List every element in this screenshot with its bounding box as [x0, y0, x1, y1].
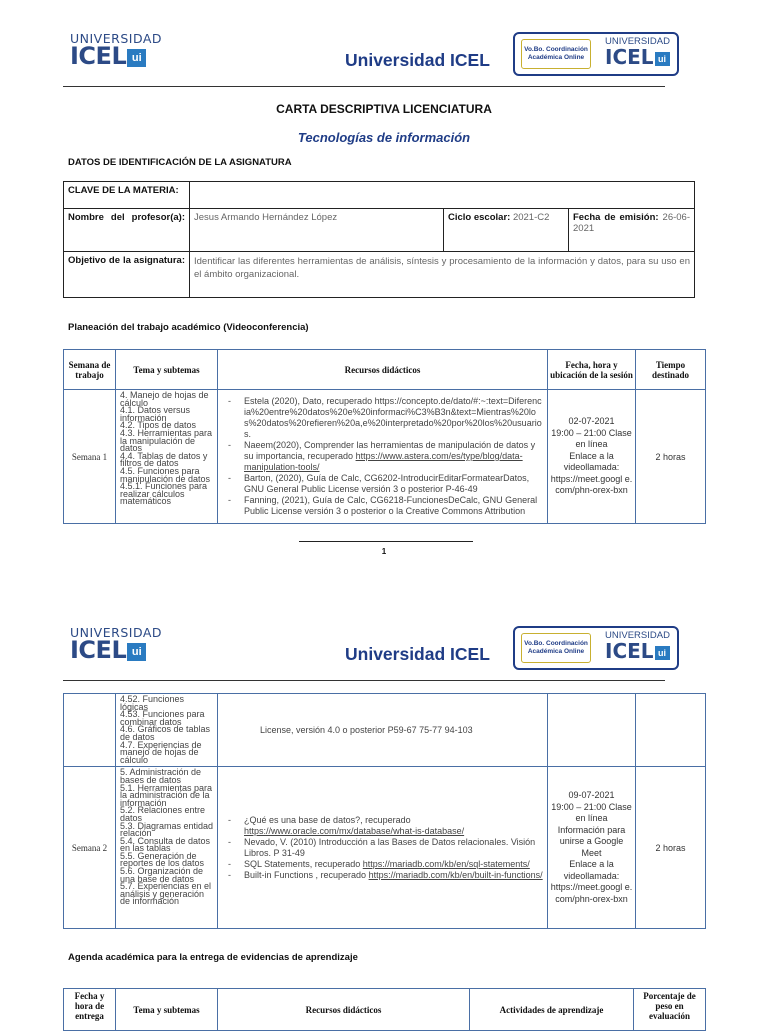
resource-link[interactable]: https://www.astera.com/es/type/blog/data-manipulation-tools/ [244, 451, 523, 472]
col-recursos: Recursos didácticos [218, 989, 470, 1031]
list-item: - SQL Statements, recuperado https://mariadb.com/kb/en/sql-statements/ [222, 859, 543, 870]
header-title: Universidad ICEL [345, 644, 490, 664]
time-cell: 2 horas [636, 390, 706, 524]
col-tema: Tema y subtemas [116, 350, 218, 390]
university-logo: UNIVERSIDAD ICEL ui [70, 625, 163, 664]
plan-table-page1 [63, 349, 706, 524]
topics-cell [116, 694, 218, 767]
list-item: 4.7. Experiencias de manejo de hojas de cálculo [120, 739, 202, 765]
col-tema: Tema y subtemas [116, 989, 218, 1031]
plan-table-page2 [63, 693, 706, 929]
resources-cell: License, versión 4.0 o posterior P59-67 75-77 94-103 [218, 694, 548, 767]
col-fecha: Fecha, hora y ubicación de la sesión [548, 350, 636, 390]
list-item: - ¿Qué es una base de datos?, recuperado https://www.oracle.com/mx/database/what-is-database/ [222, 815, 543, 837]
list-item: 5.2. Relaciones entre datos [120, 805, 206, 823]
list-item: - Fanning, (2021), Guía de Calc, CG6218-FuncionesDeCalc, GNU General Public License versión 3 o posterior o la Creative Commons Attribution [222, 495, 543, 517]
resource-link[interactable]: https://mariadb.com/kb/en/built-in-functions/ [368, 869, 543, 880]
table-row-week1 [64, 390, 706, 524]
list-item: 4. Manejo de hojas de cálculo [120, 390, 209, 408]
identification-table [63, 181, 695, 298]
profesor-value: Jesus Armando Hernández López [190, 209, 444, 252]
subject-title: Tecnologías de información [297, 130, 471, 145]
footer-rule [299, 541, 473, 542]
vobo-stamp: Vo.Bo. Coordinación Académica Online UNIVERSIDAD ICEL ui [513, 626, 679, 670]
time-cell: 2 horas [636, 767, 706, 929]
header-rule [63, 680, 665, 681]
col-recursos: Recursos didácticos [218, 350, 548, 390]
clave-value [190, 182, 695, 209]
id-section-heading: DATOS DE IDENTIFICACIÓN DE LA ASIGNATURA [68, 157, 292, 168]
university-logo: UNIVERSIDAD ICEL ui [70, 31, 163, 70]
list-item: 4.53. Funciones para combinar datos [120, 709, 205, 727]
objetivo-value: Identificar las diferentes herramientas de análisis, síntesis y procesamiento de la información y datos, para su uso en el ámbito organizacional. [190, 252, 695, 298]
list-item: 5.6. Organización de una base de datos [120, 866, 204, 884]
col-porcentaje: Porcentaje de peso en evaluación [634, 989, 706, 1031]
list-item: 5.3. Diagramas entidad relación [120, 820, 214, 839]
resource-link[interactable]: https://www.oracle.com/mx/database/what-is-database/ [244, 825, 465, 836]
week-label: Semana 1 [64, 390, 116, 524]
session-cell: 02-07-2021 19:00 – 21:00 Clase en línea Enlace a la videollamada: https://meet.googl e.com/phn-orex-bxn [548, 390, 636, 524]
vobo-stamp: Vo.Bo. Coordinación Académica Online UNIVERSIDAD ICEL ui [513, 32, 679, 76]
list-item: 4.4. Tablas de datos y filtros de datos [120, 450, 208, 469]
header-title: Universidad ICEL [345, 50, 490, 70]
header-rule [63, 86, 665, 87]
plan-section-heading: Planeación del trabajo académico (Videoconferencia) [68, 322, 309, 333]
page-number: 1 [381, 547, 387, 556]
topics-cell [116, 390, 218, 524]
list-item: - Barton, (2020), Guía de Calc, CG6202-IntroducirEditarFormatearDatos, GNU General Public License versión 3 o posterior P-46-49 [222, 473, 543, 495]
list-item: 4.1. Datos versus información [120, 405, 191, 423]
page-header-1 [0, 32, 768, 102]
list-item: 4.6. Gráficos de tablas de datos [120, 724, 211, 742]
topics-cell [116, 767, 218, 929]
resources-cell [218, 390, 548, 524]
col-semana: Semana de trabajo [64, 350, 116, 390]
list-item: 5.7. Experiencias en el análisis y generación de información [120, 881, 212, 907]
list-item: 4.5. Funciones para manipulación de datos [120, 465, 211, 484]
list-item: - Naeem(2020), Comprender las herramientas de manipulación de datos y su importancia, recuperado https://www.astera.com/es/type/blog/data-manipulation-tools/ [222, 440, 543, 473]
agenda-table [63, 988, 706, 1031]
objetivo-label: Objetivo de la asignatura: [64, 252, 190, 298]
table-row-week1-continued [64, 694, 706, 767]
list-item: 4.5.1. Funciones para realizar cálculos matemáticos [120, 481, 208, 507]
stamp-logo: UNIVERSIDAD ICEL ui [605, 36, 670, 69]
col-tiempo: Tiempo destinado [636, 350, 706, 390]
list-item: - Built-in Functions , recuperado https://mariadb.com/kb/en/built-in-functions/ [222, 870, 543, 881]
resource-link[interactable]: https://mariadb.com/kb/en/sql-statements/ [362, 858, 530, 869]
clave-label: CLAVE DE LA MATERIA: [64, 182, 190, 209]
list-item: 4.3. Herramientas para la manipulación de datos [120, 427, 213, 454]
list-item: 4.2. Tipos de datos [120, 420, 197, 431]
agenda-section-heading: Agenda académica para la entrega de evidencias de aprendizaje [68, 952, 358, 963]
list-item: 5.4. Consulta de datos en las tablas [120, 835, 211, 854]
fecha-cell: Fecha de emisión: 26-06-2021 [569, 209, 695, 252]
list-item: - Estela (2020), Dato, recuperado https://concepto.de/dato/#:~:text=Diferencia%20entre%20datos%20e%20informaci%C3%B3n&text=Mientras%20los%20datos%20refieren%20a,e%20interpretado%20por%20los%20usuarios. [222, 396, 543, 440]
col-fecha-entrega: Fecha y hora de entrega [64, 989, 116, 1031]
table-row-week2 [64, 767, 706, 929]
week-label: Semana 2 [64, 767, 116, 929]
document-title: CARTA DESCRIPTIVA LICENCIATURA [276, 102, 492, 116]
ciclo-cell: Ciclo escolar: 2021-C2 [444, 209, 569, 252]
stamp-logo: UNIVERSIDAD ICEL ui [605, 630, 670, 663]
col-actividades: Actividades de aprendizaje [470, 989, 634, 1031]
page-header-2 [0, 626, 768, 696]
list-item: 5.5. Generación de reportes de los datos [120, 850, 205, 869]
resources-cell [218, 767, 548, 929]
session-cell: 09-07-2021 19:00 – 21:00 Clase en línea Información para unirse a Google Meet Enlace a la videollamada: https://meet.googl e.com/phn-orex-bxn [548, 767, 636, 929]
list-item: 5. Administración de bases de datos [120, 767, 202, 785]
list-item: 5.1. Herramientas para la administración de la información [120, 782, 213, 808]
profesor-label: Nombre del profesor(a): [64, 209, 190, 252]
list-item: - Nevado, V. (2010) Introducción a las Bases de Datos relacionales. Visión Libros. P 31-49 [222, 837, 543, 859]
list-item: 4.52. Funciones lógicas [120, 694, 185, 712]
